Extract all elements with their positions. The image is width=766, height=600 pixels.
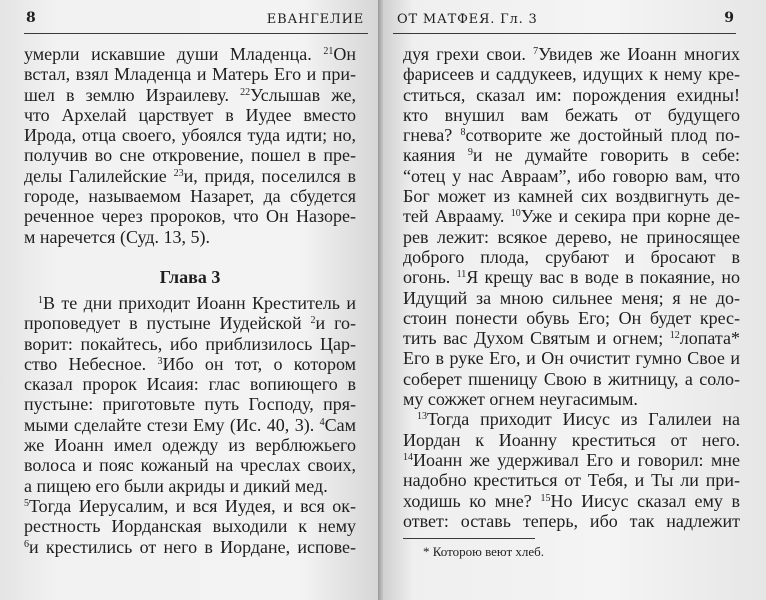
- footnote-rule: [403, 538, 535, 539]
- text-line: стоин понести обувь Его; Он будет крес-: [403, 307, 740, 328]
- text-line: ститься, сказал им: порождения ехидны!: [403, 84, 740, 105]
- header-rule: [24, 33, 368, 34]
- page-number: 8: [26, 10, 36, 26]
- text-line: рестность Иорданская выходили к нему: [24, 516, 356, 537]
- verse-number: 12: [669, 330, 680, 342]
- text-line: шел в землю Израилеву. $^{22}$Услышав же,: [24, 84, 356, 105]
- text-line: проповедует в пустыне Иудейской $^2$и го-: [24, 313, 356, 334]
- text-line: $^{13}$Тогда приходит Иисус из Галилеи на: [417, 409, 740, 430]
- text-line: делы Галилейские $^{23}$и, придя, поселился в: [24, 165, 357, 186]
- text-line: Иордан к Иоанну креститься от него.: [403, 429, 740, 450]
- text-line: ответ: оставь теперь, ибо так надлежит: [403, 510, 740, 531]
- text-line: умерли искавшие души Младенца. $^{21}$Он: [24, 44, 356, 64]
- verse-number: 5: [24, 497, 29, 509]
- verse-number: 3: [157, 355, 163, 367]
- text-line: $^{14}$Иоанн же удерживал Его и говорил: мне: [403, 449, 740, 470]
- text-line: получив во сне откровение, пошел в пре-: [24, 145, 356, 166]
- text-line: городе, называемом Назарет, да сбудется: [24, 186, 356, 207]
- verse-number: 23: [173, 167, 184, 179]
- text-line: $^1$В те дни приходит Иоанн Креститель и: [38, 293, 356, 313]
- text-line: встал, взял Младенца и Матерь Его и при-: [24, 64, 356, 85]
- text-line: тить вас Духом Святым и огнем; $^{12}$лопата*: [403, 328, 740, 349]
- verse-number: 8: [460, 127, 466, 139]
- text-line: м наречется (Суд. 13, 5).: [24, 226, 211, 247]
- verse-number: 11: [456, 269, 467, 281]
- verse-number: 7: [533, 46, 539, 57]
- text-line: тей Аврааму. $^{10}$Уже и секира при корне де-: [403, 206, 740, 227]
- verse-number: 1: [38, 295, 43, 306]
- verse-number: 6: [24, 538, 29, 550]
- verse-number: 2: [310, 315, 316, 327]
- text-line: соберет пшеницу Свою в житницу, а соло-: [403, 368, 740, 389]
- verse-number: 4: [319, 416, 325, 428]
- text-line: ворит: покайтесь, ибо приблизилось Цар-: [24, 333, 356, 354]
- text-line: огонь. $^{11}$Я крещу вас в воде в покаяние, но: [403, 267, 740, 288]
- text-line: ство Небесное. $^3$Ибо он тот, о котором: [24, 353, 356, 374]
- verse-number: 21: [323, 46, 334, 57]
- text-line: кто внушил вам бежать от будущего: [403, 104, 740, 125]
- verse-block: [403, 44, 740, 531]
- text-line: что Архелай царствует в Иудее вместо: [24, 104, 356, 125]
- text-line: же Иоанн имел одежду из верблюжьего: [24, 435, 356, 456]
- text-line: каяния $^9$и не думайте говорить в себе:: [403, 145, 740, 166]
- header-rule: [393, 33, 736, 34]
- verse-number: 15: [540, 492, 551, 504]
- text-line: фарисеев и саддукеев, идущих к нему кре-: [403, 64, 740, 85]
- chapter-heading: Глава 3: [159, 267, 221, 287]
- text-line: “отец у нас Авраам”, ибо говорю вам, что: [403, 165, 740, 186]
- verse-number: 13: [417, 411, 427, 423]
- page-number: 9: [724, 10, 734, 26]
- text-line: му сожжет огнем неугасимым.: [403, 389, 638, 410]
- verse-number: 22: [240, 86, 251, 98]
- text-line: а пищею его были акриды и дикий мед.: [24, 475, 328, 496]
- text-line: Бог может из камней сих воздвигнуть де-: [403, 186, 740, 207]
- text-line: Идущий за мною сильнее меня; я не до-: [403, 287, 740, 308]
- verse-block: [24, 44, 356, 247]
- text-line: сказал пророк Исаия: глас вопиющего в: [24, 374, 356, 395]
- chapter-heading-container: [24, 267, 356, 287]
- text-line: волоса и пояс кожаный на чреслах своих,: [24, 455, 356, 476]
- text-line: гнева? $^8$сотворите же достойный плод по-: [403, 125, 740, 146]
- text-line: доброго плода, срубают и бросают в: [403, 246, 740, 267]
- verse-number: 10: [510, 208, 521, 220]
- text-line: Его в руке Его, и Он очистит гумно Свое и: [403, 348, 740, 369]
- right-page: [383, 0, 766, 600]
- verse-number: 9: [467, 147, 473, 159]
- text-line: ходишь ко мне? $^{15}$Но Иисус сказал ему в: [403, 490, 740, 511]
- left-page: [0, 0, 378, 600]
- verse-block: [24, 293, 356, 557]
- text-line: реченное через пророков, что Он Назоре-: [24, 206, 356, 227]
- text-line: пустыне: приготовьте путь Господу, пря-: [24, 394, 356, 415]
- running-title: ОТ МАТФЕЯ. Гл. 3: [397, 12, 538, 27]
- running-title: ЕВАНГЕЛИЕ: [266, 12, 364, 27]
- text-line: Ирода, отца своего, убоялся туда идти; но,: [24, 125, 356, 146]
- text-line: рев лежит: всякое дерево, не приносящее: [403, 226, 740, 247]
- text-line: $^5$Тогда Иерусалим, и вся Иудея, и вся ок-: [24, 495, 356, 516]
- text-line: мыми сделайте стези Ему (Ис. 40, 3). $^4$Сам: [24, 414, 356, 435]
- text-line: дуя грехи свои. $^7$Увидев же Иоанн многих: [403, 44, 740, 64]
- verse-number: 14: [403, 451, 413, 463]
- footnote: * Которою веют хлеб.: [423, 544, 544, 559]
- text-line: надобно креститься от Тебя, и Ты ли при-: [403, 470, 740, 491]
- text-line: $^6$и крестились от него в Иордане, испове-: [24, 536, 356, 557]
